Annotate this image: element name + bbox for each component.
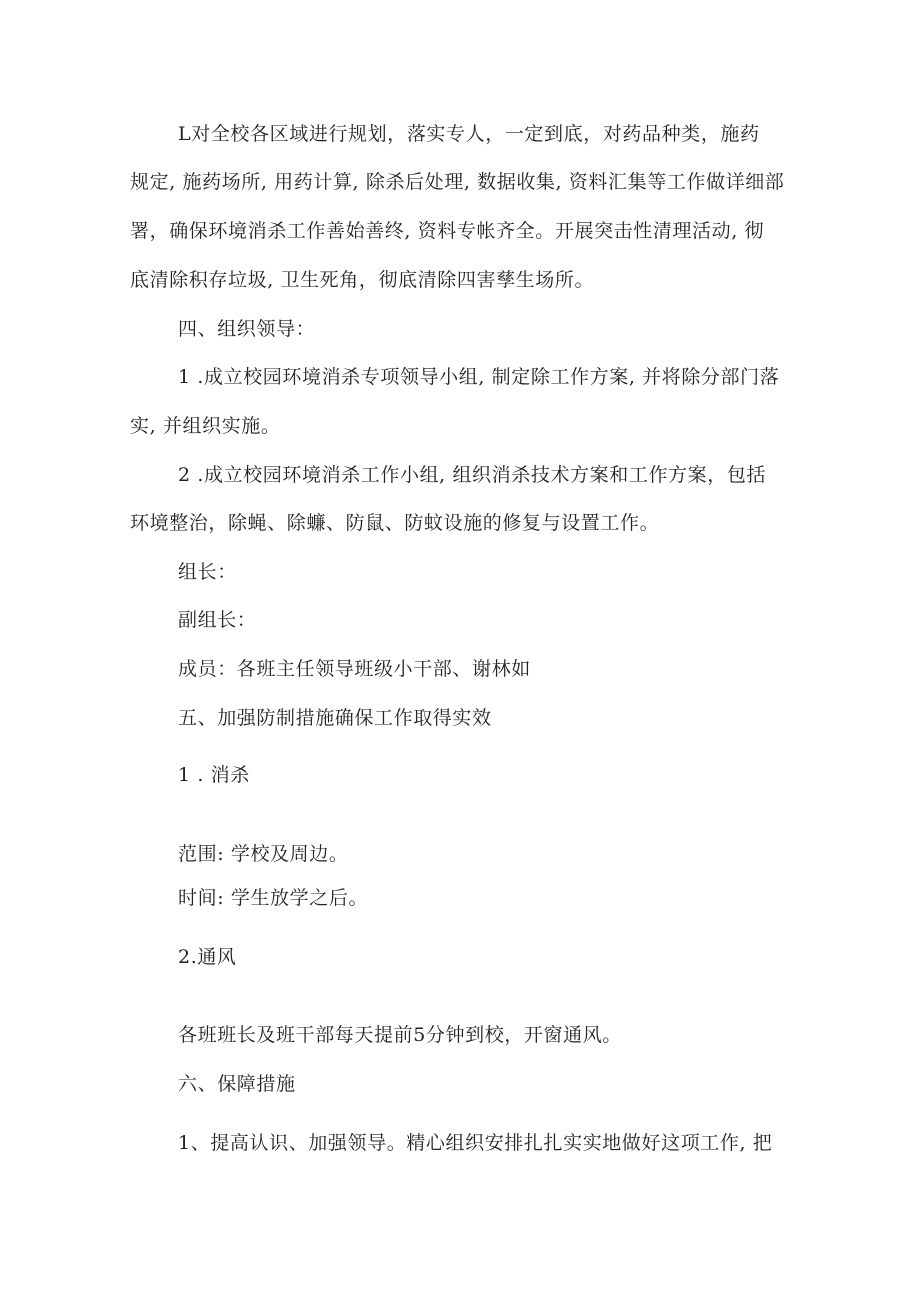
paragraph-line: 底清除积存垃圾, 卫生死角，彻底清除四害孳生场所。 [130, 269, 595, 291]
paragraph-line: 环境整治，除蝇、除蠊、防鼠、防蚊设施的修复与设置工作。 [130, 512, 660, 534]
paragraph-line: 1 .成立校园环境消杀专项领导小组, 制定除工作方案, 并将除分部门落 [178, 366, 780, 388]
paragraph-line: 范围: 学校及周边。 [178, 843, 349, 865]
members-line: 成员：各班主任领导班级小干部、谢林如 [178, 658, 531, 680]
section-heading: 五、加强防制措施确保工作取得实效 [178, 707, 492, 729]
paragraph-line: 实, 并组织实施。 [130, 415, 281, 437]
deputy-leader-label: 副组长： [178, 609, 257, 631]
paragraph-line: 各班班长及班干部每天提前5分钟到校，开窗通风。 [178, 1024, 622, 1046]
paragraph-line: 1、提高认识、加强领导。精心组织安排扎扎实实地做好这项工作, 把 [178, 1132, 773, 1154]
section-heading: 四、组织领导： [178, 318, 316, 340]
paragraph-line: 2 .成立校园环境消杀工作小组, 组织消杀技术方案和工作方案，包括 [178, 464, 767, 486]
paragraph-line: L对全校各区域进行规划，落实专人，一定到底，对药品种类，施药 [178, 123, 760, 145]
subheading: 2.通风 [178, 946, 237, 968]
paragraph-line: 规定, 施药场所, 用药计算, 除杀后处理, 数据收集, 资料汇集等工作做详细部 [130, 171, 785, 193]
subheading: 1 . 消杀 [178, 764, 250, 786]
group-leader-label: 组长： [178, 561, 237, 583]
paragraph-line: 署，确保环境消杀工作善始善终, 资料专帐齐全。开展突击性清理活动, 彻 [130, 220, 765, 242]
section-heading: 六、保障措施 [178, 1073, 296, 1095]
paragraph-line: 时间: 学生放学之后。 [178, 887, 369, 909]
